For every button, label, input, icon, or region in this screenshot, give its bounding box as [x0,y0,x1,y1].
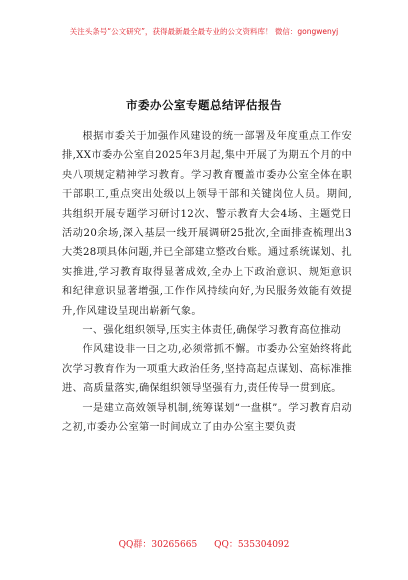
section-heading-1: 一、强化组织领导,压实主体责任,确保学习教育高位推动 [82,325,342,337]
document-title: 市委办公室专题总结评估报告 [126,98,282,112]
paragraph-intro: 根据市委关于加强作风建设的统一部署及年度重点工作安排,XX市委办公室自2025年3月起,集中开展了为期五个月的中央八项规定精神学习教育。学习教育覆盖市委办公室全体在职干部职工,重点突出处级以上领导干部和关键岗位人员。期间,共组织开展专题学习研讨12次、警示教育大会4场、主题党日活动20余场,深入基层一线开展调研25批次,全面排查梳理出3大类28项具体问题,并已全部建立整改台账。通过系统谋划、扎实推进,学习教育取得显著成效,全办上下政治意识、规矩意识和纪律意识显著增强,工作作风持续向好,为民服务效能有效提升,作风建设呈现出崭新气象。 [62,131,352,317]
paragraph-section-1: 作风建设非一日之功,必须常抓不懈。市委办公室始终将此次学习教育作为一项重大政治任务,坚持高起点谋划、高标准推进、高质量落实,确保组织领导坚强有力,责任传导一贯到底。 [62,344,352,395]
footer-contact [0,537,408,550]
footer-qq-group: QQ群：30265665 [118,540,198,550]
document-body [62,127,352,438]
top-banner: 关注头条号“公文研究”，获得最新最全最专业的公文资料库！ 微信：gongwenyj [69,27,339,36]
paragraph-point-1: 一是建立高效领导机制,统筹谋划“一盘棋”。学习教育启动之初,市委办公室第一时间成立了由办公室主要负责 [62,402,352,434]
footer-qq: QQ：535304092 [214,540,290,550]
